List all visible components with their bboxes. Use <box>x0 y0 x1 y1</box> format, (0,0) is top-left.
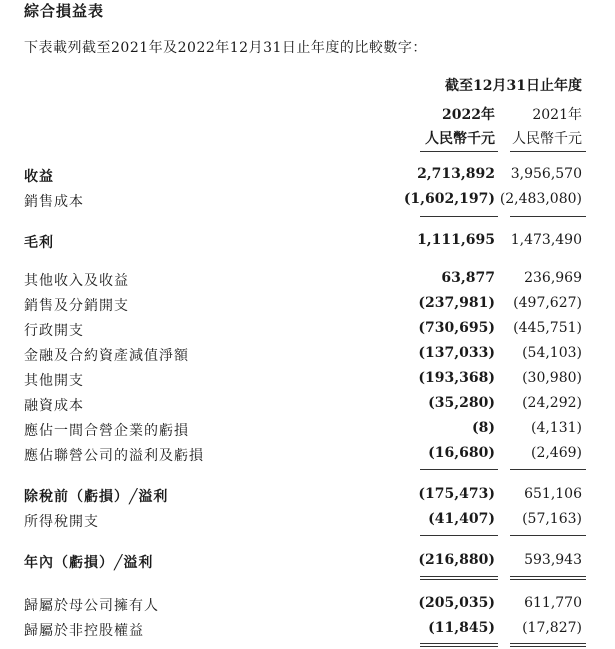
value-2022: (216,880) <box>418 552 495 568</box>
row-label: 行政開支 <box>24 323 84 339</box>
rule-total-2021-a <box>510 576 586 577</box>
rule-gross-2022 <box>420 216 498 217</box>
row-impairment <box>0 345 615 367</box>
value-2021: (17,827) <box>522 620 582 636</box>
currency-2021-header: 人民幣千元 <box>512 131 582 147</box>
header-rule-2022 <box>420 151 498 152</box>
currency-2022-header: 人民幣千元 <box>425 131 495 147</box>
row-owners-of-parent <box>0 595 615 617</box>
value-2021: (2,483,080) <box>499 191 582 207</box>
value-2022: (205,035) <box>418 595 495 611</box>
value-2021: (57,163) <box>522 511 582 527</box>
value-2022: (8) <box>472 420 495 436</box>
value-2021: (445,751) <box>513 320 582 336</box>
value-2022: 1,111,695 <box>417 232 495 248</box>
row-label: 銷售成本 <box>24 194 84 210</box>
value-2021: (24,292) <box>522 395 582 411</box>
row-label: 其他開支 <box>24 373 84 389</box>
rule-pretax-2021 <box>510 469 586 470</box>
value-2021: (54,103) <box>522 345 582 361</box>
row-label: 融資成本 <box>24 398 84 414</box>
value-2021: 3,956,570 <box>510 166 582 182</box>
row-non-controlling <box>0 620 615 642</box>
value-2021: (497,627) <box>513 295 582 311</box>
rule-total-2021-b <box>510 579 586 580</box>
rule-gross-2021 <box>510 216 586 217</box>
row-label: 歸屬於非控股權益 <box>24 623 144 639</box>
rule-final-2021-b <box>510 646 586 647</box>
value-2021: 651,106 <box>524 486 582 502</box>
statement-title: 綜合損益表 <box>24 2 105 20</box>
rule-pretax-2022 <box>420 469 498 470</box>
value-2022: (16,680) <box>428 445 495 461</box>
value-2022: 2,713,892 <box>417 166 495 182</box>
row-label: 毛利 <box>24 235 54 251</box>
value-2022: (730,695) <box>418 320 495 336</box>
row-selling-expenses <box>0 295 615 317</box>
rule-final-2022-a <box>420 643 498 644</box>
year-2021-header: 2021年 <box>532 107 582 123</box>
row-label: 歸屬於母公司擁有人 <box>24 598 159 614</box>
value-2022: (193,368) <box>418 370 495 386</box>
value-2021: (4,131) <box>530 420 582 436</box>
row-finance-costs <box>0 395 615 417</box>
row-label: 銷售及分銷開支 <box>24 298 129 314</box>
row-label: 所得稅開支 <box>24 514 99 530</box>
row-revenue <box>0 166 615 188</box>
header-rule-2021 <box>510 151 586 152</box>
value-2021: (30,980) <box>522 370 582 386</box>
row-label: 年內（虧損）╱溢利 <box>24 555 154 571</box>
value-2022: (11,845) <box>428 620 495 636</box>
row-gross-profit <box>0 232 615 254</box>
rule-total-2022-a <box>420 576 498 577</box>
row-label: 金融及合約資產減值淨額 <box>24 348 189 364</box>
value-2022: (41,407) <box>428 511 495 527</box>
row-income-tax <box>0 511 615 533</box>
row-label: 其他收入及收益 <box>24 273 129 289</box>
row-label: 除稅前（虧損）╱溢利 <box>24 489 169 505</box>
rule-final-2022-b <box>420 646 498 647</box>
value-2021: 1,473,490 <box>510 232 582 248</box>
value-2021: 236,969 <box>524 270 582 286</box>
rule-final-2021-a <box>510 643 586 644</box>
value-2022: (137,033) <box>418 345 495 361</box>
row-cost-of-sales <box>0 191 615 213</box>
value-2021: (2,469) <box>530 445 582 461</box>
value-2022: 63,877 <box>441 270 495 286</box>
value-2021: 611,770 <box>524 595 582 611</box>
value-2022: (237,981) <box>418 295 495 311</box>
value-2022: (175,473) <box>418 486 495 502</box>
year-2022-header: 2022年 <box>442 107 495 123</box>
value-2021: 593,943 <box>524 552 582 568</box>
row-other-income <box>0 270 615 292</box>
value-2022: (1,602,197) <box>403 191 495 207</box>
row-associates <box>0 445 615 467</box>
row-profit-before-tax <box>0 486 615 508</box>
row-admin-expenses <box>0 320 615 342</box>
rule-year-2022 <box>420 535 498 536</box>
value-2022: (35,280) <box>428 395 495 411</box>
rule-total-2022-b <box>420 579 498 580</box>
row-other-expenses <box>0 370 615 392</box>
intro-text: 下表載列截至2021年及2022年12月31日止年度的比較數字： <box>24 40 427 56</box>
row-label: 應佔一間合營企業的虧損 <box>24 423 189 439</box>
row-label: 收益 <box>24 169 54 185</box>
row-jv-loss <box>0 420 615 442</box>
row-profit-for-year <box>0 552 615 574</box>
rule-year-2021 <box>510 535 586 536</box>
row-label: 應佔聯營公司的溢利及虧損 <box>24 448 204 464</box>
period-header: 截至12月31日止年度 <box>445 78 582 94</box>
